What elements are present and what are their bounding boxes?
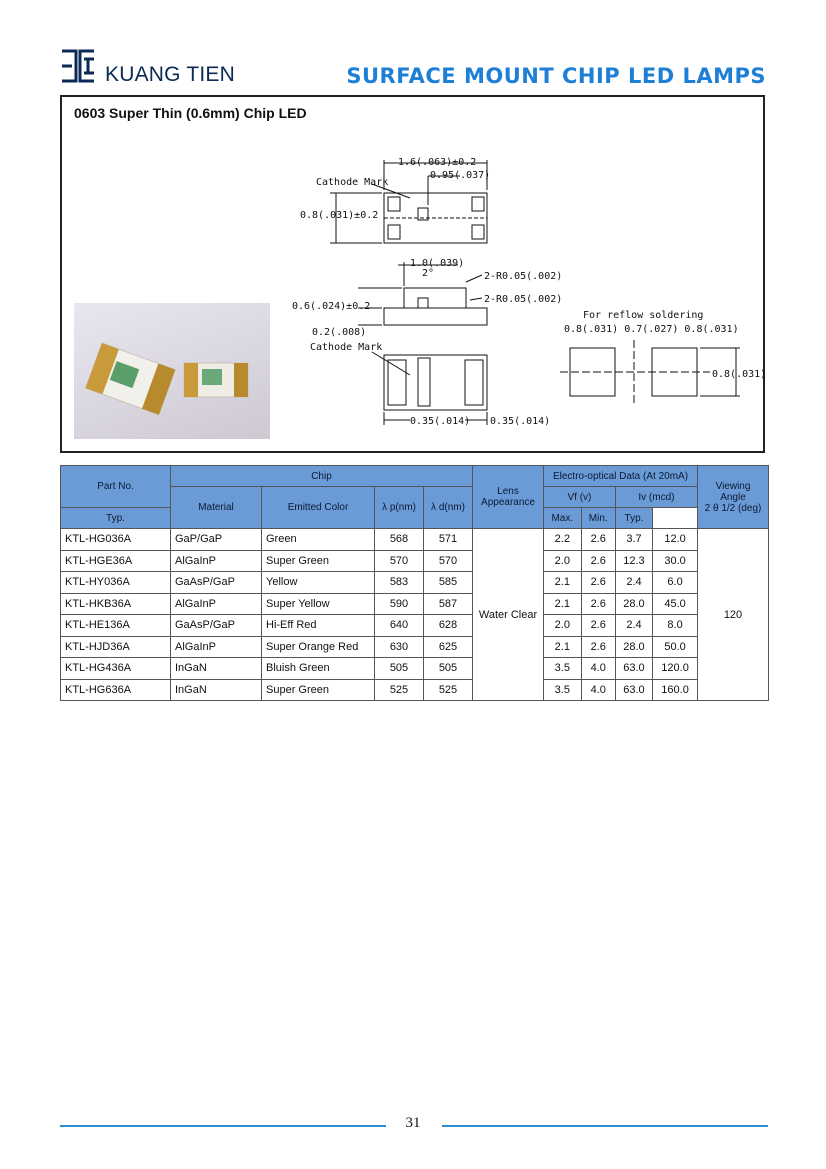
cell-part-no: KTL-HGE36A	[61, 550, 171, 572]
cell-iv-min: 12.3	[615, 550, 652, 572]
cell-iv-min: 2.4	[615, 615, 652, 637]
cell-lambda-d: 571	[424, 529, 473, 551]
table-row	[61, 658, 769, 680]
cell-iv-min: 3.7	[615, 529, 652, 551]
dim-length: 1.6(.063)±0.2	[398, 157, 477, 168]
cell-vf-max: 2.6	[581, 550, 615, 572]
dim-height: 0.6(.024)±0.2	[292, 301, 371, 312]
cell-part-no: KTL-HE136A	[61, 615, 171, 637]
th-vf-max: Max.	[544, 508, 582, 529]
cell-emitted-color: Hi-Eff Red	[262, 615, 375, 637]
cell-part-no: KTL-HG636A	[61, 679, 171, 701]
cell-vf-typ: 2.1	[544, 636, 582, 658]
cell-iv-typ: 30.0	[653, 550, 698, 572]
th-part-no: Part No.	[61, 466, 171, 508]
cell-iv-min: 28.0	[615, 593, 652, 615]
cell-lambda-d: 525	[424, 679, 473, 701]
cell-vf-max: 2.6	[581, 615, 615, 637]
th-iv-min: Min.	[581, 508, 615, 529]
dim-left-pad: 0.35(.014)	[410, 416, 471, 427]
th-vf-typ: Typ.	[61, 508, 171, 529]
cell-vf-typ: 2.0	[544, 550, 582, 572]
th-ld: λ d(nm)	[424, 487, 473, 529]
cell-iv-typ: 12.0	[653, 529, 698, 551]
cell-iv-typ: 160.0	[653, 679, 698, 701]
reflow-dims: 0.8(.031) 0.7(.027) 0.8(.031)	[564, 324, 739, 335]
cell-iv-min: 28.0	[615, 636, 652, 658]
cell-vf-typ: 2.1	[544, 593, 582, 615]
cell-lambda-d: 585	[424, 572, 473, 594]
cell-material: GaP/GaP	[171, 529, 262, 551]
cell-part-no: KTL-HG036A	[61, 529, 171, 551]
cell-lambda-d: 628	[424, 615, 473, 637]
th-lp: λ p(nm)	[375, 487, 424, 529]
cell-iv-typ: 120.0	[653, 658, 698, 680]
cell-lambda-p: 590	[375, 593, 424, 615]
cell-lambda-p: 640	[375, 615, 424, 637]
cell-lambda-d: 570	[424, 550, 473, 572]
cell-part-no: KTL-HG436A	[61, 658, 171, 680]
cell-vf-max: 2.6	[581, 572, 615, 594]
cell-vf-max: 2.6	[581, 593, 615, 615]
cell-material: AlGaInP	[171, 593, 262, 615]
th-iv-typ: Typ.	[615, 508, 652, 529]
cell-material: AlGaInP	[171, 636, 262, 658]
dim-inner: 0.95(.037)	[430, 170, 491, 181]
cell-emitted-color: Super Green	[262, 679, 375, 701]
cell-emitted-color: Super Yellow	[262, 593, 375, 615]
cell-emitted-color: Super Green	[262, 550, 375, 572]
table-row	[61, 636, 769, 658]
dim-radius-2: 2-R0.05(.002)	[484, 294, 563, 305]
table-row	[61, 529, 769, 551]
cell-part-no: KTL-HJD36A	[61, 636, 171, 658]
cell-iv-typ: 8.0	[653, 615, 698, 637]
cell-vf-typ: 2.0	[544, 615, 582, 637]
cell-lambda-p: 505	[375, 658, 424, 680]
cell-material: GaAsP/GaP	[171, 572, 262, 594]
cell-lambda-d: 625	[424, 636, 473, 658]
table-row	[61, 572, 769, 594]
cell-vf-typ: 2.1	[544, 572, 582, 594]
cathode-mark-top: Cathode Mark	[316, 177, 389, 188]
table-row	[61, 679, 769, 701]
cell-lambda-d: 587	[424, 593, 473, 615]
dim-radius-1: 2-R0.05(.002)	[484, 271, 563, 282]
cell-emitted-color: Green	[262, 529, 375, 551]
cell-lambda-p: 570	[375, 550, 424, 572]
cell-iv-typ: 6.0	[653, 572, 698, 594]
cell-material: InGaN	[171, 658, 262, 680]
reflow-title: For reflow soldering	[583, 310, 704, 321]
cathode-mark-bottom: Cathode Mark	[310, 342, 383, 353]
cell-vf-typ: 3.5	[544, 679, 582, 701]
reflow-height: 0.8(.031)	[712, 369, 767, 380]
table-row	[61, 593, 769, 615]
th-iv: Iv (mcd)	[615, 487, 697, 508]
dim-angle: 2°	[422, 268, 435, 279]
page-title: SURFACE MOUNT CHIP LED LAMPS	[346, 64, 766, 88]
cell-lambda-p: 630	[375, 636, 424, 658]
cell-vf-max: 2.6	[581, 636, 615, 658]
dim-pad: 1.0(.039)	[410, 258, 465, 269]
th-material: Material	[171, 487, 262, 529]
cell-iv-min: 2.4	[615, 572, 652, 594]
cell-iv-min: 63.0	[615, 679, 652, 701]
cell-material: InGaN	[171, 679, 262, 701]
th-lens: Lens Appearance	[473, 466, 544, 529]
dim-right-pad: 0.35(.014)	[490, 416, 551, 427]
cell-emitted-color: Yellow	[262, 572, 375, 594]
cell-iv-typ: 50.0	[653, 636, 698, 658]
cell-iv-typ: 45.0	[653, 593, 698, 615]
cell-part-no: KTL-HKB36A	[61, 593, 171, 615]
th-chip: Chip	[171, 466, 473, 487]
cell-emitted-color: Bluish Green	[262, 658, 375, 680]
cell-vf-typ: 2.2	[544, 529, 582, 551]
cell-material: GaAsP/GaP	[171, 615, 262, 637]
cell-lambda-p: 568	[375, 529, 424, 551]
th-color: Emitted Color	[262, 487, 375, 529]
cell-part-no: KTL-HY036A	[61, 572, 171, 594]
th-viewing-angle: Viewing Angle 2 θ 1/2 (deg)	[698, 466, 769, 529]
cell-vf-typ: 3.5	[544, 658, 582, 680]
cell-lambda-p: 583	[375, 572, 424, 594]
cell-lambda-p: 525	[375, 679, 424, 701]
cell-material: AlGaInP	[171, 550, 262, 572]
dim-base: 0.2(.008)	[312, 327, 367, 338]
brand-name: KUANG TIEN	[105, 63, 235, 86]
cell-emitted-color: Super Orange Red	[262, 636, 375, 658]
dim-width: 0.8(.031)±0.2	[300, 210, 379, 221]
cell-viewing-angle: 120	[698, 529, 769, 701]
cell-vf-max: 4.0	[581, 658, 615, 680]
product-subtitle: 0603 Super Thin (0.6mm) Chip LED	[74, 105, 307, 121]
cell-vf-max: 2.6	[581, 529, 615, 551]
cell-lens-appearance: Water Clear	[473, 529, 544, 701]
table-row	[61, 550, 769, 572]
page-number: 31	[405, 1115, 421, 1131]
dimension-drawing	[0, 0, 826, 460]
spec-table	[60, 465, 769, 701]
th-eo: Electro-optical Data (At 20mA)	[544, 466, 698, 487]
cell-vf-max: 4.0	[581, 679, 615, 701]
table-row	[61, 615, 769, 637]
th-vf: Vf (v)	[544, 487, 616, 508]
cell-iv-min: 63.0	[615, 658, 652, 680]
cell-lambda-d: 505	[424, 658, 473, 680]
